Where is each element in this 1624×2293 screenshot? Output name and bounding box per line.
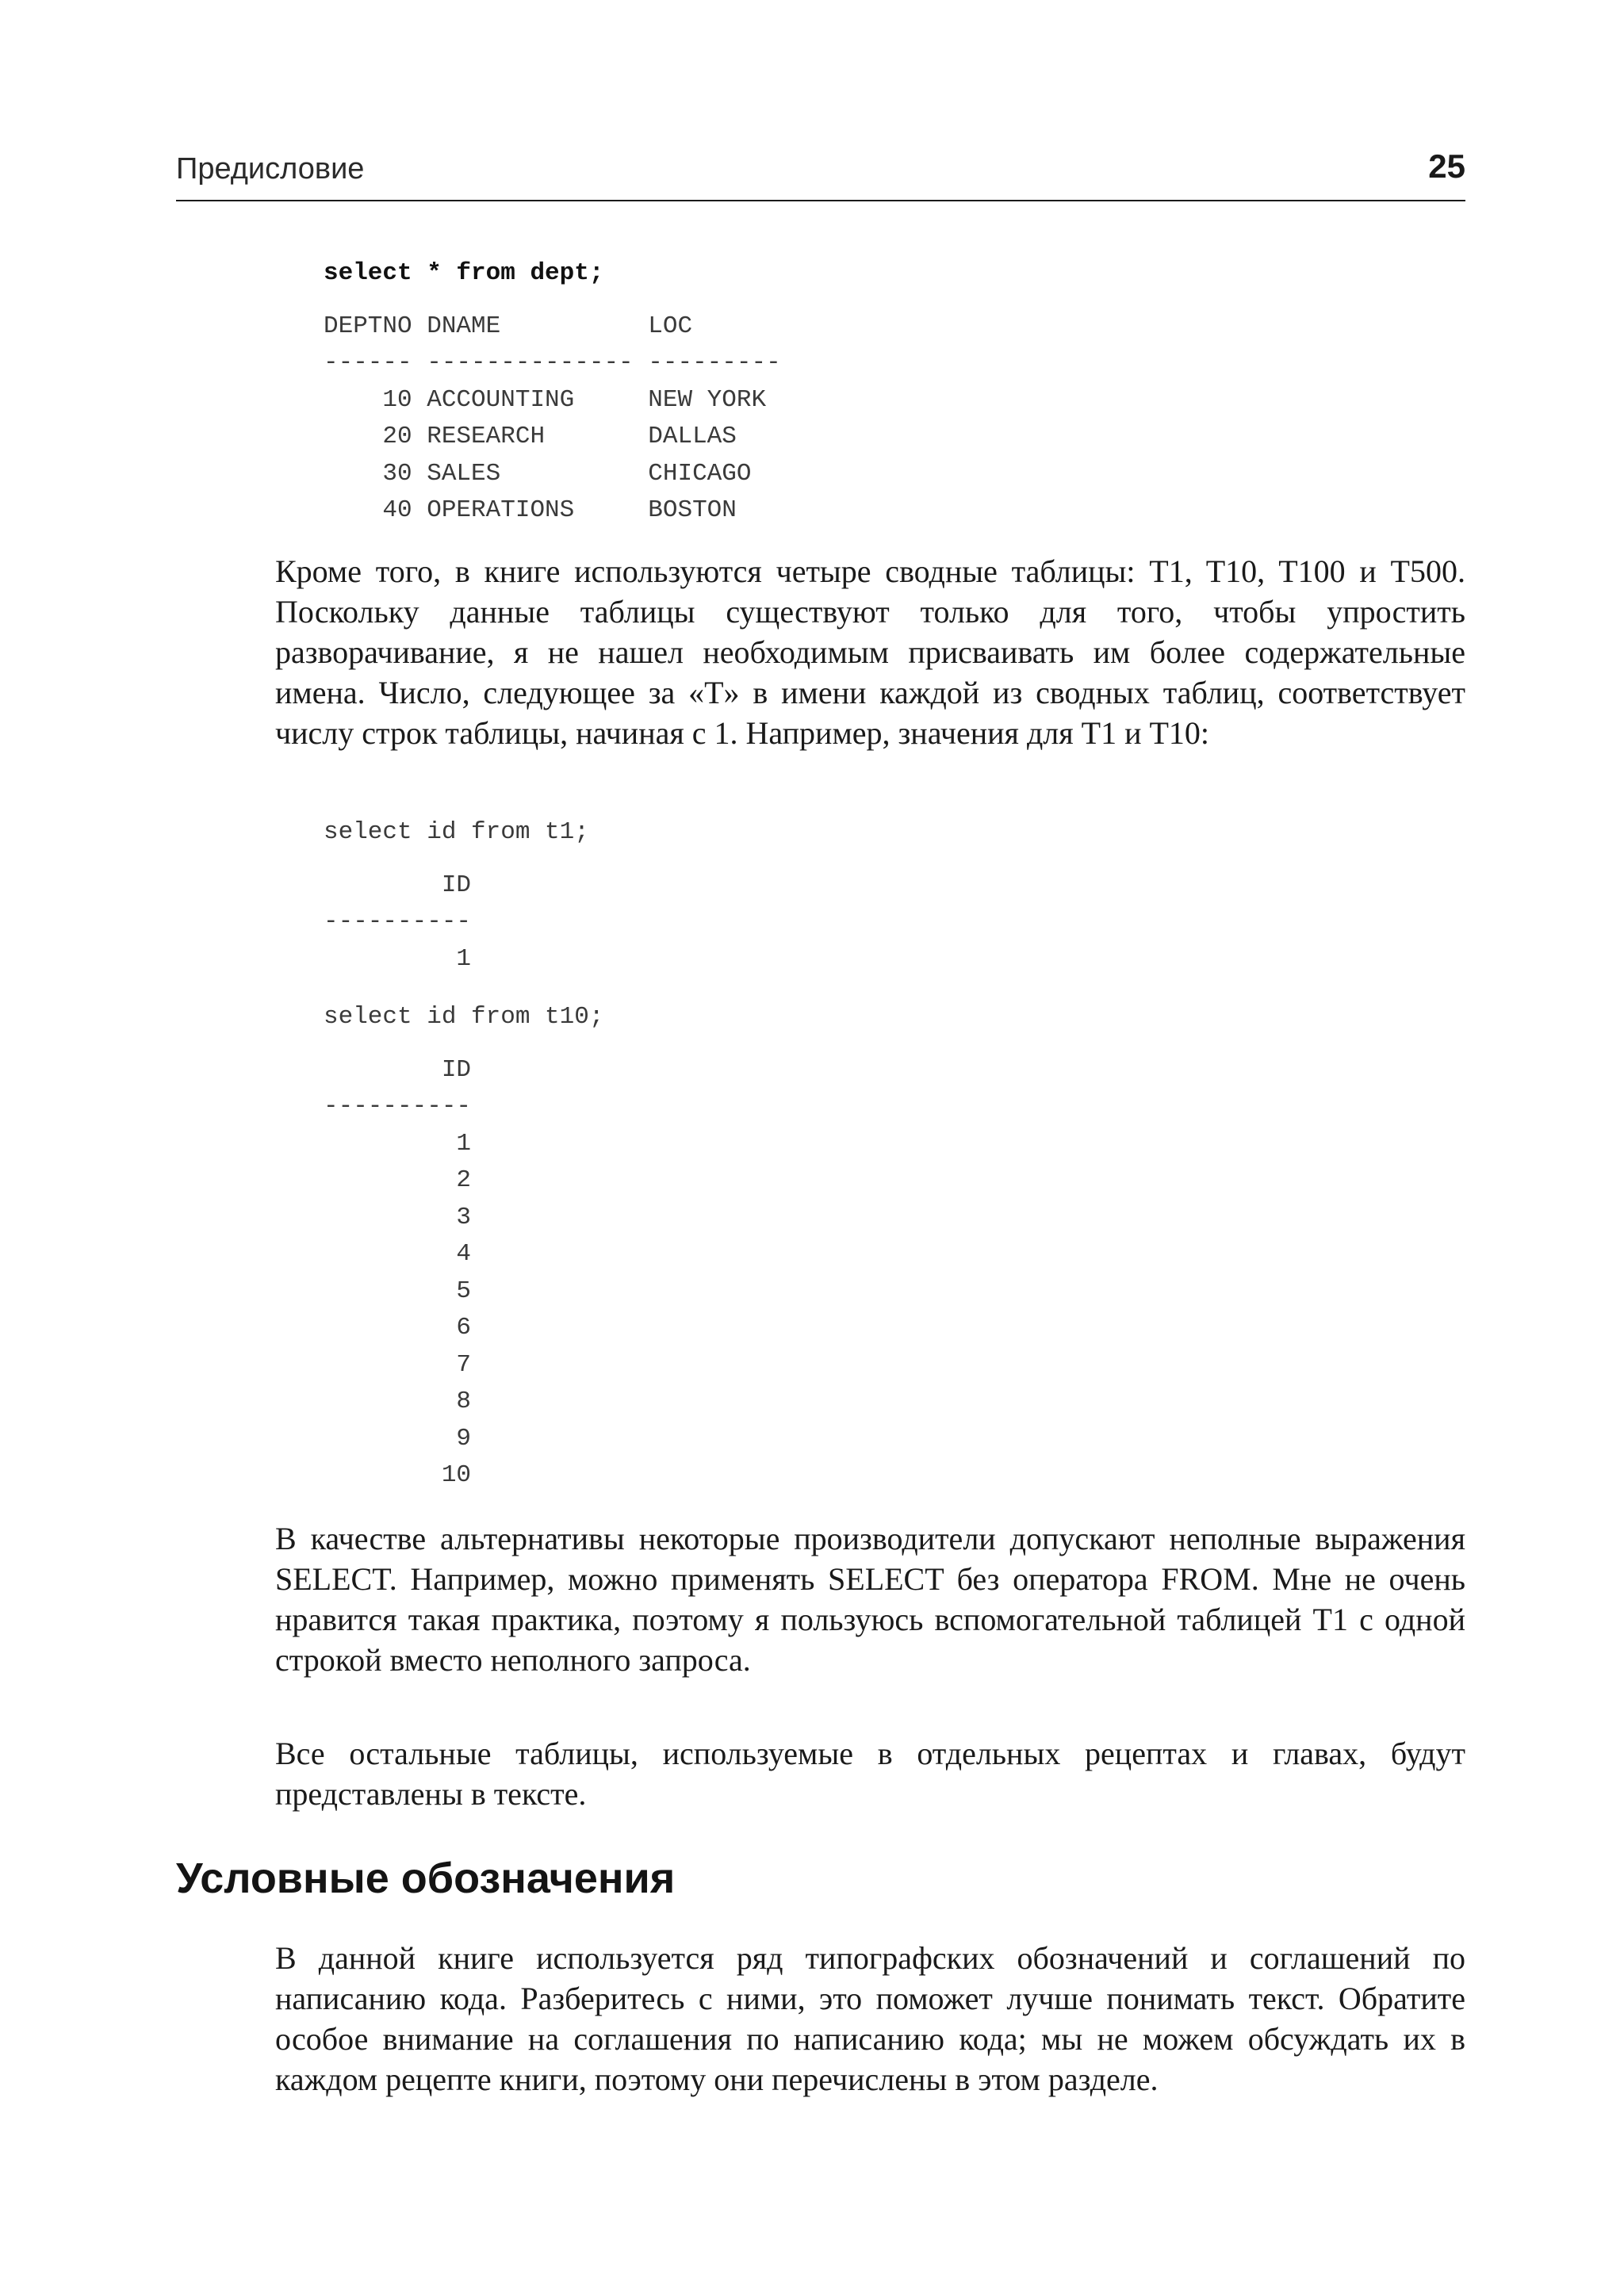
query-result-t1: ID ---------- 1 [324, 871, 472, 973]
sql-query-dept: select * from dept; [324, 259, 604, 287]
code-block-t10 [324, 999, 603, 1495]
query-result-dept: DEPTNO DNAME LOC ------ -------------- --------- 10 ACCOUNTING NEW YORK 20 RESEARCH DALLAS 30 SALES CHICAGO 40 OPERATIONS BOSTON [324, 312, 781, 524]
query-result-t10: ID ---------- 1 2 3 4 5 6 7 8 9 10 [324, 1055, 472, 1489]
chapter-title: Предисловие [176, 152, 365, 186]
sql-query-t1: select id from t1; [324, 818, 589, 846]
code-block-t1 [324, 814, 589, 978]
running-header [176, 147, 1465, 201]
paragraph-conventions: В данной книге используется ряд типографских обозначений и соглашений по написанию кода. Разберитесь с ними, это поможет лучше понимать текст. Обратите особое внимание на соглашения по написанию кода; мы не можем обсуждать их в каждом рецепте книги, поэтому они перечислены в этом разделе. [275, 1940, 1465, 2097]
page-number: 25 [1428, 147, 1465, 185]
paragraph-other-tables: Все остальные таблицы, используемые в отдельных рецептах и главах, будут представлены в тексте. [275, 1736, 1465, 1812]
code-block-dept [324, 255, 781, 530]
section-heading: Условные обозначения [176, 1855, 676, 1902]
paragraph-select-without-from: В качестве альтернативы некоторые производители допускают неполные выражения SELECT. Например, можно применять SELECT без оператора FROM. Мне не очень нравится такая практика, поэтому я пользуюсь вспомогательной таблицей T1 с одной строкой вместо неполного запроса. [275, 1521, 1465, 1678]
paragraph-pivot-tables: Кроме того, в книге используются четыре сводные таблицы: T1, T10, T100 и T500. Поскольку данные таблицы существуют только для того, чтобы упростить разворачивание, я не нашел необходимым присваивать им более содержательные имена. Число, следующее за «T» в имени каждой из сводных таблиц, соответствует числу строк таблицы, начиная с 1. Например, значения для T1 и T10: [275, 553, 1465, 751]
sql-query-t10: select id from t10; [324, 1003, 604, 1031]
